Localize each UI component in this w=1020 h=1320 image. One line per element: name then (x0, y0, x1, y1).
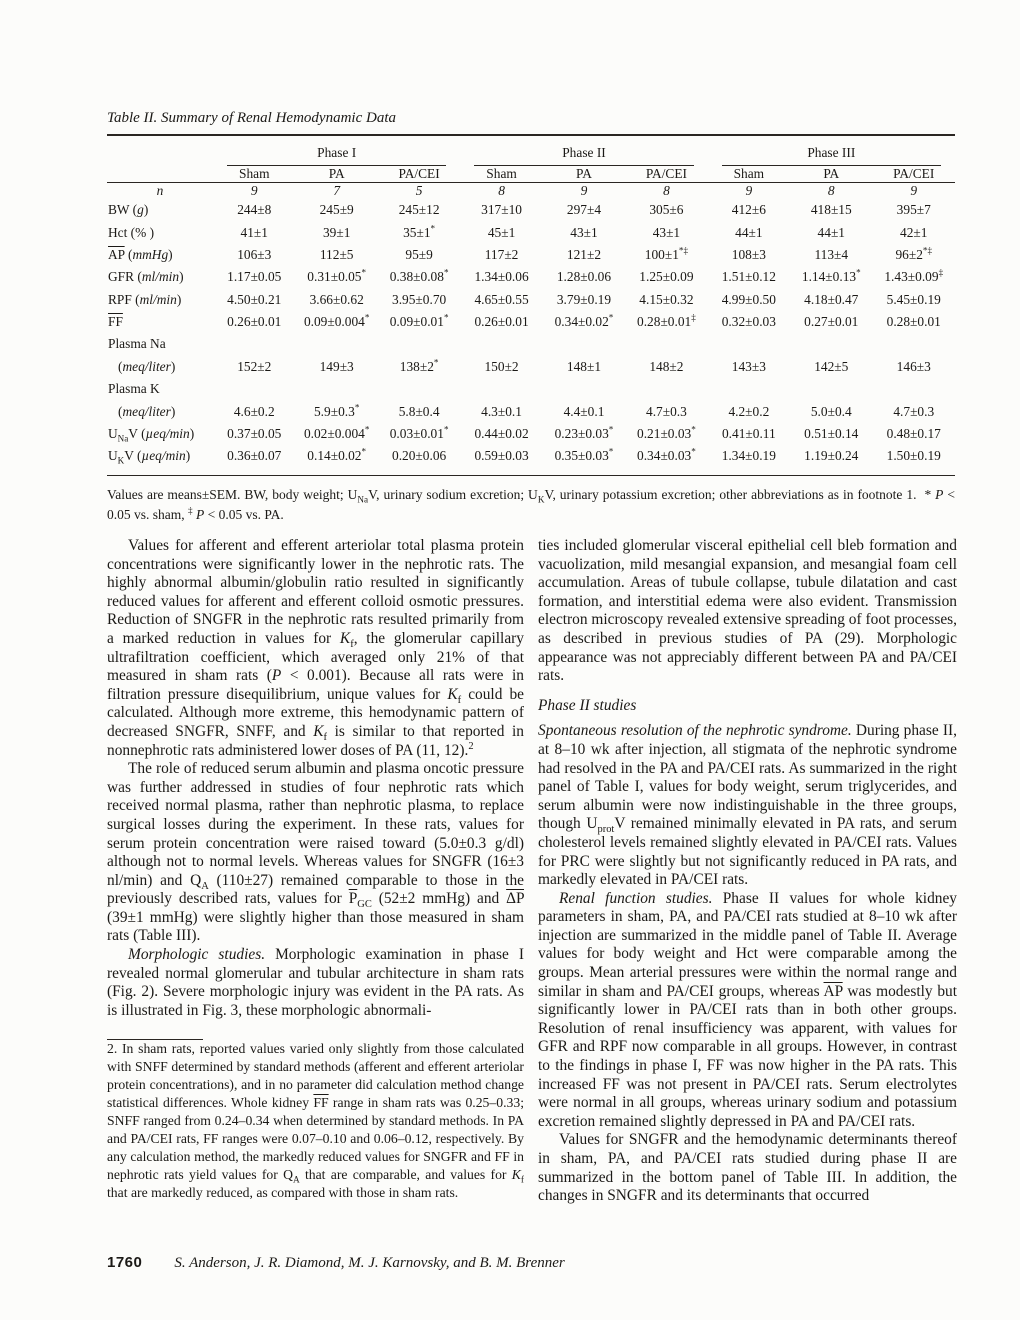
col-header: Sham (486, 166, 517, 181)
table-cell: 4.99±0.50 (721, 291, 776, 307)
table-cell: 4.50±0.21 (227, 291, 282, 307)
table-cell: 1.14±0.13* (801, 267, 861, 285)
col-header: Sham (239, 166, 270, 181)
table-cell: 0.51±0.14 (804, 425, 859, 441)
table-cell: 3.66±0.62 (309, 291, 364, 307)
table-cell: 0.44±0.02 (474, 425, 529, 441)
table-header (107, 135, 955, 199)
bottom-rule (107, 476, 955, 477)
table-cell: 138±2* (399, 357, 439, 374)
table-cell: 4.3±0.1 (481, 403, 522, 419)
table-cell: 42±1 (900, 224, 928, 240)
empty-cells (213, 333, 955, 355)
table-cell: 297±4 (566, 202, 602, 218)
n-value: 7 (333, 183, 341, 198)
table-cell: 418±15 (810, 202, 852, 218)
table-title: Table II. Summary of Renal Hemodynamic Data (107, 110, 396, 126)
group-header-row (107, 166, 955, 183)
table-cell: 95±9 (405, 246, 433, 262)
table-cell: 35±1* (403, 223, 436, 240)
table-cell: 0.34±0.03* (637, 446, 696, 464)
phase-iii-header: Phase III (708, 135, 955, 166)
table-cell: 0.14±0.02* (307, 446, 367, 464)
col-header: Sham (733, 166, 765, 181)
paragraph: Renal function studies. Phase II values for whole kidney parameters in sham, PA, and PA/CEI rats studied at 8–10 wk after injection are summarized in the middle panel of Table II. Average values for body weight and Hct were comparable among the groups. Mean arterial pressures were within the normal range and similar in sham and PA/CEI groups, whereas $\overline{AP}$ was modestly but significantly lower in PA/CEI rats than in both other groups. Resolution of renal insufficiency was apparent, with values for GFR and RPF now comparable in all groups. However, in contrast to the findings in phase I, FF was now higher in the PA rats. This increased FF was not present in PA/CEI rats. Serum electrolytes were normal in all groups, whereas urinary sodium and potassium excretion remained slightly depressed in PA and PA/CEI rats. (538, 889, 958, 1130)
table-cell: 0.03±0.01* (389, 424, 449, 441)
table-cell: 1.34±0.06 (474, 269, 529, 285)
n-value: 8 (663, 183, 670, 198)
table-cell: 3.79±0.19 (556, 291, 612, 307)
paragraph: Values for SNGFR and the hemodynamic determinants thereof in sham, PA, and PA/CEI rats studied during phase II are summarized in the bottom panel of Table III. In addition, the changes in SNGFR and its determinants that occurred (538, 1131, 957, 1205)
table-cell: 44±1 (817, 224, 845, 240)
paragraph: Morphologic studies. Morphologic examination in phase I revealed normal glomerular and tubular architecture in sham rats (Fig. 2). Severe morphologic injury was evident in the PA rats. As is illustrated in Fig. 3, these morphologic abnormali- (107, 946, 524, 1019)
table-cell: 0.27±0.01 (804, 314, 859, 330)
table-cell: 0.35±0.03* (554, 446, 614, 464)
table-row (107, 221, 955, 243)
table-ii-section (107, 110, 955, 525)
table-cell: 3.95±0.70 (392, 291, 447, 307)
table-cell: 0.41±0.11 (721, 425, 776, 441)
table-cell: 5.45±0.19 (886, 291, 941, 307)
row-label: $U_KV$ (µeq/min) (108, 448, 191, 466)
table-cell: 0.37±0.05 (227, 425, 282, 441)
table-cell: 1.34±0.19 (721, 448, 776, 464)
left-column (107, 537, 524, 1202)
table-cell: 108±3 (731, 246, 766, 262)
paragraph: ties included glomerular visceral epithelial cell bleb formation and vacuolization, mild mesangial expansion, and mesangial foam cell accumulation. Areas of tubule collapse, tubule dilatation and cast formation, and interstitial edema were also evident. Transmission electron microscopy revealed extensive spreading of foot processes, as described in previous studies of PA (29). Morphologic appearance was not appreciably different between PA and PA/CEI rats. (538, 537, 957, 685)
table-cell: 0.20±0.06 (392, 448, 447, 464)
paragraph: Values for afferent and efferent arteriolar total plasma protein concentrations were significantly lower in the nephrotic rats. The highly abnormal albumin/globulin ratio resulted in significantly reduced values for afferent and efferent colloid osmotic pressures. Reduction of SNGFR in the nephrotic rats resulted primarily from a marked reduction in values for $K_f$, the glomerular capillary ultrafiltration coefficient, which averaged only 21% of that measured in sham rats (P < 0.001). Because all rats were in filtration pressure disequilibrium, unique values for $K_f$ could be calculated. Although more extreme, this hemodynamic pattern of decreased SNGFR, SNFF, and $K_f$ is similar to that reported in nonnephrotic rats administered lower doses of PA (11, 12).$^2$ (107, 537, 525, 759)
table-cell: 4.15±0.32 (639, 291, 694, 307)
section-heading-phase-ii: Phase II studies (538, 696, 637, 714)
table-cell: 0.26±0.01 (474, 314, 529, 330)
table-cell: 0.32±0.03 (721, 314, 776, 330)
table-cell: 44±1 (735, 224, 763, 240)
page-footer (107, 1254, 565, 1272)
row-label: Plasma K (108, 381, 160, 397)
table-cell: 4.65±0.55 (474, 291, 529, 307)
table-cell: 0.36±0.07 (227, 448, 282, 464)
table-cell: 245±12 (398, 202, 440, 218)
n-value: 9 (250, 183, 258, 198)
table-cell: 1.19±0.24 (804, 448, 859, 464)
table-cell: 1.28±0.06 (556, 269, 612, 285)
table-row (107, 356, 955, 378)
table-row (107, 266, 955, 288)
table-cell: 412±6 (731, 202, 766, 218)
table-row (107, 445, 955, 476)
n-value: 9 (580, 183, 588, 198)
table-cell: 152±2 (237, 358, 272, 374)
table-cell: 0.09±0.004* (303, 312, 370, 330)
table-cell: 121±2 (566, 246, 602, 262)
table-cell: 1.50±0.19 (886, 448, 941, 464)
table-row (107, 199, 955, 221)
col-header: PA/CEI (645, 166, 687, 181)
row-label: $\overline{FF}$ (108, 314, 123, 330)
table-row (107, 423, 955, 445)
table-cell: 245±9 (319, 202, 354, 218)
table-cell: 0.31±0.05* (307, 267, 367, 285)
page-number: 1760 (107, 1254, 143, 1271)
table-cell: 149±3 (319, 358, 354, 374)
footnote-2: 2. In sham rats, reported values varied only slightly from those calculated with SNFF determined by standard methods (afferent and efferent arteriolar protein concentrations), and in no parameter did calculation method change statistical differences. Whole kidney $\overline{FF}$ range in sham rats was 0.25–0.33; SNFF ranged from 0.24–0.34 when determined by standard methods. In PA and PA/CEI rats, FF ranges were 0.07–0.10 and 0.06–0.12, respectively. By any calculation method, the markedly reduced values for SNGFR and FF in nephrotic rats yield values for $Q_A$ that are comparable, and values for $K_f$ that are markedly reduced, as compared with those in sham rats. (107, 1041, 524, 1200)
n-row (107, 183, 955, 199)
renal-hemodynamic-table (107, 134, 955, 476)
table-cell: 0.26±0.01 (227, 314, 282, 330)
n-value: 8 (827, 183, 835, 198)
table-cell: 39±1 (322, 224, 351, 240)
table-cell: 305±6 (649, 202, 684, 218)
table-cell: 148±1 (566, 358, 602, 374)
table-cell: 1.43±0.09‡ (884, 267, 944, 285)
paragraph: Spontaneous resolution of the nephrotic syndrome. During phase II, at 8–10 wk after injection, all stigmata of the nephrotic syndrome had resolved in the PA and PA/CEI rats. As summarized in the right panel of Table I, values for body weight, serum triglycerides, and serum albumin were now indistinguishable in the three groups, though $U_{prot}V$ remained minimally elevated in PA rats, and serum cholesterol levels remained slightly elevated in PA/CEI rats. Values for PRC were slightly but not significantly reduced in PA rats, and markedly elevated in PA/CEI rats. (538, 722, 957, 889)
col-header: PA/CEI (398, 166, 440, 181)
table-cell: 5.9±0.3* (313, 402, 360, 419)
table-row (107, 333, 955, 355)
table-cell: 0.48±0.17 (886, 425, 941, 441)
table-cell: 0.28±0.01‡ (637, 312, 696, 330)
table-cell: 0.21±0.03* (637, 424, 696, 441)
table-cell: 113±4 (814, 246, 849, 262)
table-body (107, 199, 955, 476)
stub-spacer (107, 166, 213, 183)
row-label: $\overline{AP}$ (mmHg) (108, 246, 173, 262)
table-cell: 43±1 (652, 224, 681, 240)
table-cell: 43±1 (570, 224, 598, 240)
table-cell: 5.8±0.4 (398, 403, 440, 419)
table-cell: 4.18±0.47 (804, 291, 859, 307)
table-cell: 148±2 (649, 358, 684, 374)
table-cell: 4.6±0.2 (233, 403, 275, 419)
table-cell: 4.7±0.3 (893, 403, 935, 419)
table-cell: 112±5 (319, 246, 354, 262)
row-label: BW (g) (108, 202, 149, 218)
table-cell: 0.02±0.004* (303, 424, 370, 441)
table-cell: 106±3 (237, 246, 272, 262)
table-cell: 143±3 (731, 358, 766, 374)
table-cell: 45±1 (487, 224, 516, 240)
stub-spacer (107, 135, 213, 166)
table-cell: 4.4±0.1 (563, 403, 605, 419)
row-label: RPF (ml/min) (108, 291, 182, 307)
row-label: n (156, 183, 164, 198)
col-header: PA/CEI (893, 166, 935, 181)
row-label: GFR (ml/min) (108, 269, 184, 285)
table-cell: 0.28±0.01 (886, 314, 941, 330)
table-cell: 395±7 (896, 202, 931, 218)
table-cell: 0.09±0.01* (389, 312, 449, 330)
n-value: 8 (498, 183, 505, 198)
phase-i-header: Phase I (213, 135, 460, 166)
table-cell: 5.0±0.4 (810, 403, 852, 419)
table-cell: 1.25±0.09 (639, 269, 694, 285)
n-value: 5 (415, 183, 423, 198)
col-header: PA (576, 166, 592, 181)
right-column (538, 537, 957, 1206)
phase-ii-header: Phase II (460, 135, 707, 166)
table-cell: 4.2±0.2 (728, 403, 770, 419)
table-cell: 0.23±0.03* (554, 424, 614, 441)
table-row (107, 378, 955, 400)
table-cell: 0.38±0.08* (389, 267, 449, 285)
n-value: 9 (910, 183, 918, 198)
col-header: PA (823, 166, 840, 181)
table-row (107, 289, 955, 311)
col-header: PA (328, 166, 345, 181)
row-label: (meq/liter) (118, 358, 176, 374)
table-cell: 0.59±0.03 (474, 448, 529, 464)
table-cell: 317±10 (481, 202, 522, 218)
table-cell: 146±3 (896, 358, 931, 374)
table-cell: 96±2*‡ (895, 245, 933, 262)
row-label: (meq/liter) (118, 403, 176, 419)
table-cell: 142±5 (814, 358, 849, 374)
phase-header-row (107, 135, 955, 166)
empty-cells (213, 378, 955, 400)
table-row (107, 311, 955, 333)
n-value: 9 (745, 183, 753, 198)
paragraph: The role of reduced serum albumin and plasma oncotic pressure was further addressed in studies of four nephrotic rats which received normal plasma, rather than nephrotic plasma, to replace surgical losses during the experiment. In these rats, values for serum protein concentration were raised toward (5.0±0.3 g/dl) although not to normal levels. Whereas values for SNGFR (16±3 nl/min) and $Q_A$ (110±27) remained comparable to those in the previously described rats, values for $\overline{P}_{GC}$ (52±2 mmHg) and $\overline{\Delta P}$ (39±1 mmHg) were slightly higher than those measured in sham rats (Table III). (107, 760, 524, 945)
table-cell: 0.34±0.02* (554, 312, 614, 330)
table-cell: 1.51±0.12 (721, 269, 776, 285)
table-cell: 150±2 (484, 358, 519, 374)
table-cell: 117±2 (484, 246, 519, 262)
table-cell: 1.17±0.05 (227, 269, 282, 285)
table-cell: 100±1*‡ (644, 245, 689, 262)
table-cell: 4.7±0.3 (646, 403, 687, 419)
table-row (107, 244, 955, 266)
footer-authors: S. Anderson, J. R. Diamond, M. J. Karnovsky, and B. M. Brenner (174, 1255, 565, 1271)
table-cell: 41±1 (240, 224, 268, 240)
row-label: Hct (% ) (108, 224, 155, 240)
row-label: Plasma Na (108, 336, 166, 352)
table-footnote: Values are means±SEM. BW, body weight; $U_{Na}V$, urinary sodium excretion; $U_KV$, urinary potassium excretion; other abbreviations as in footnote 1. * P < 0.05 vs. sham, ‡ P < 0.05 vs. PA. (107, 487, 955, 523)
row-label: $U_{Na}V$ (µeq/min) (108, 425, 195, 444)
table-cell: 244±8 (237, 202, 272, 218)
table-row (107, 400, 955, 422)
